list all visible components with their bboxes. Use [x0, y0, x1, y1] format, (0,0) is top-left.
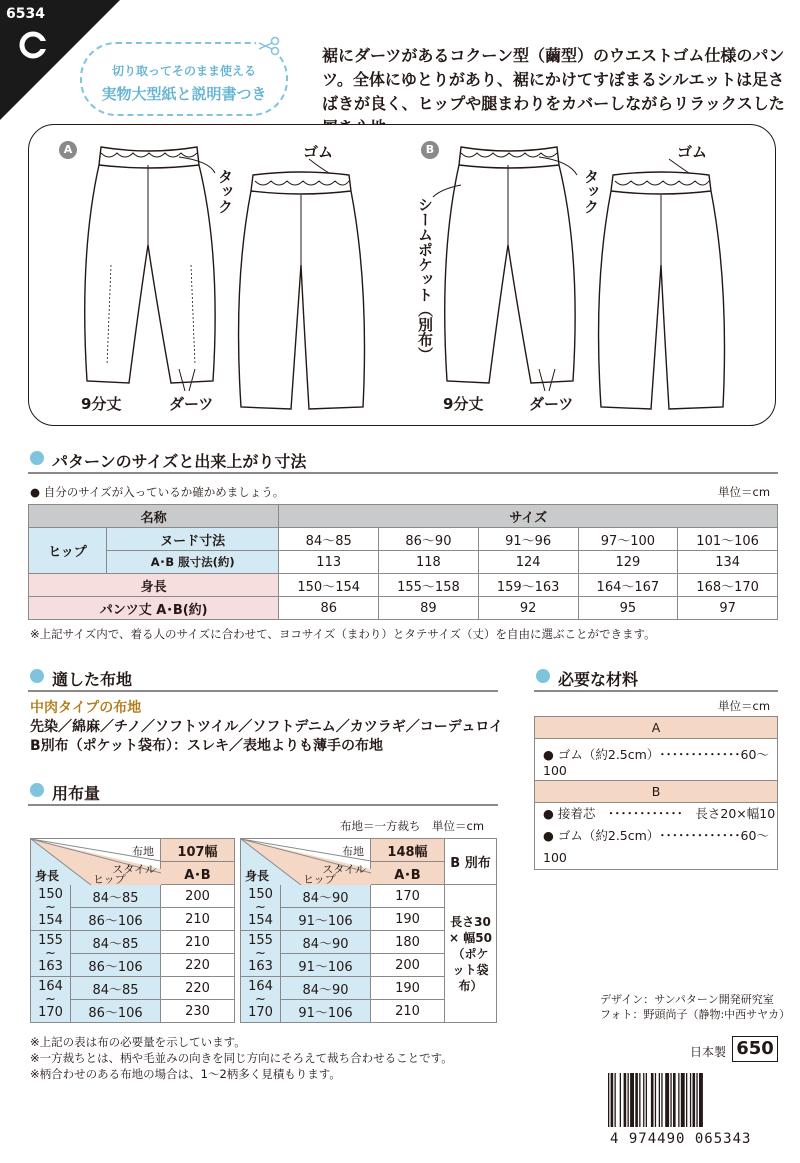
value-cell: 210	[371, 1000, 445, 1023]
b-extra-value: 長さ30 × 幅50（ポケット袋布）	[445, 885, 497, 1023]
cell: 113	[279, 551, 379, 574]
yardage-title: 用布量	[28, 781, 100, 804]
materials-unit: 単位＝cm	[718, 699, 771, 713]
seam-pocket-label: シームポケット（別布）	[416, 197, 434, 362]
value-cell: 190	[371, 977, 445, 1000]
barcode-bar	[639, 1073, 640, 1127]
cell: 164〜167	[578, 574, 678, 597]
cell: 91〜96	[478, 528, 578, 551]
diag-header	[241, 839, 371, 885]
height-group: 164 ~ 170	[241, 977, 281, 1023]
hip-cell: 91〜106	[281, 1000, 371, 1023]
materials-title: 必要な材料	[534, 667, 638, 690]
value-cell: 190	[371, 908, 445, 931]
hip-cell: 84〜85	[71, 885, 161, 908]
barcode-bar	[673, 1073, 676, 1127]
width-148: 148幅	[371, 839, 445, 862]
col-name: 名称	[29, 505, 279, 528]
design-credit: デザイン：サンパターン開発研究室	[600, 993, 774, 1006]
row-label: パンツ丈 A･B(約)	[29, 597, 279, 620]
cell: 134	[678, 551, 778, 574]
fabric-label: 布地	[342, 845, 364, 858]
cell: 92	[478, 597, 578, 620]
materials-b-label: B	[535, 781, 778, 803]
diag-header	[31, 839, 161, 885]
height-from: 155	[248, 933, 273, 948]
height-to: 170	[38, 1005, 63, 1020]
col-size: サイズ	[279, 505, 778, 528]
fabric-rule	[28, 690, 498, 692]
value-cell: 200	[161, 885, 235, 908]
barcode-bar	[620, 1073, 621, 1127]
tuck-label-b: タック	[582, 169, 600, 214]
hip-cell: 84〜90	[281, 885, 371, 908]
barcode-bar	[690, 1073, 691, 1127]
yardage-note-3: ※柄合わせのある布地の場合は、1〜2柄多く見積もります。	[30, 1067, 341, 1081]
cell: 150〜154	[279, 574, 379, 597]
hip-cell: 84〜85	[71, 977, 161, 1000]
value-cell: 210	[161, 908, 235, 931]
photo-credit: フォト：野頭尚子（静物:中西サヤカ）	[600, 1008, 791, 1021]
badge-line2: 実物大型紙と説明書つき	[101, 85, 267, 103]
materials-table-a	[534, 716, 778, 785]
fabric-list	[30, 718, 510, 756]
value-cell: 210	[161, 931, 235, 954]
barcode-bar	[661, 1073, 662, 1127]
barcode-icon	[606, 1073, 778, 1127]
height-to: 170	[248, 1005, 273, 1020]
hip-label: ヒップ	[29, 528, 107, 574]
height-from: 150	[248, 887, 273, 902]
cell: 118	[379, 551, 479, 574]
row-label: 身長	[29, 574, 279, 597]
barcode-bar	[608, 1073, 609, 1127]
darts-label-b: ダーツ	[529, 395, 574, 413]
darts-label-a: ダーツ	[169, 395, 214, 413]
barcode-bar	[615, 1073, 616, 1127]
height-group: 150 ~ 154	[241, 885, 281, 931]
size-note: ● 自分のサイズが入っているか確かめましょう。	[30, 485, 285, 499]
pants-b-front	[445, 147, 575, 383]
pants-a-back	[239, 172, 365, 409]
value-cell: 220	[161, 954, 235, 977]
materials-a-label: A	[535, 717, 778, 739]
ab-label: A･B	[161, 862, 235, 885]
made-in: 日本製	[690, 1045, 727, 1059]
height-label: 身長	[35, 869, 60, 883]
hip-cell: 86〜106	[71, 908, 161, 931]
size-section-rule	[28, 472, 778, 474]
tuck-label-a: タック	[216, 169, 234, 214]
cell: 84〜85	[279, 528, 379, 551]
hip-cell: 84〜90	[281, 931, 371, 954]
barcode-bar	[651, 1073, 654, 1127]
height-to: 163	[248, 959, 273, 974]
hip-cell: 84〜90	[281, 977, 371, 1000]
barcode-bar	[655, 1073, 656, 1127]
value-cell: 170	[371, 885, 445, 908]
barcode-bar	[665, 1073, 669, 1127]
barcode-bar	[624, 1073, 627, 1127]
cell: 95	[578, 597, 678, 620]
row-label: ヌード寸法	[107, 528, 279, 551]
fabric-title: 適した布地	[28, 667, 132, 690]
fabric-lining-line: B別布（ポケット袋布）：スレキ／表地よりも薄手の布地	[30, 738, 383, 754]
value-cell: 220	[161, 977, 235, 1000]
length-label-a: 9分丈	[81, 395, 122, 413]
height-from: 164	[248, 979, 273, 994]
description: 裾にダーツがあるコクーン型（繭型）のウエストゴム仕様のパンツ。全体にゆとりがあり、裾にかけてすぼまるシルエットは足さばきが良く、ヒップや腿まわりをカバーしながらリラックスした	[322, 46, 785, 113]
pattern-number: 6534	[6, 6, 45, 22]
credits	[600, 992, 790, 1022]
value-cell: 200	[371, 954, 445, 977]
pants-b-back	[599, 172, 725, 409]
size-footnote: ※上記サイズ内で、着る人のサイズに合わせて、ヨコサイズ（まわり）とタテサイズ（丈）を自由に選ぶことができます。	[30, 627, 656, 641]
hip-cell: 86〜106	[71, 1000, 161, 1023]
height-to: 163	[38, 959, 63, 974]
barcode-bar	[611, 1073, 614, 1127]
length-label-b: 9分丈	[443, 395, 484, 413]
barcode-bar	[670, 1073, 671, 1127]
barcode-bar	[699, 1073, 703, 1127]
brand-logo-icon	[18, 30, 48, 60]
height-group: 155 ~ 163	[241, 931, 281, 977]
materials-b-item2: ● ゴム（約2.5cm）･････････････60〜100	[543, 828, 769, 865]
scissors-icon	[256, 36, 282, 56]
value-cell: 230	[161, 1000, 235, 1023]
yardage-note: 布地＝一方裁ち 単位＝cm	[340, 819, 485, 833]
label-a: A	[59, 141, 77, 159]
yardage-note-2: ※一方裁ちとは、柄や毛並みの向きを同じ方向にそろえて裁ち合わせることです。	[30, 1051, 453, 1065]
price-box: 650	[732, 1036, 778, 1062]
hip-cell: 91〜106	[281, 908, 371, 931]
height-from: 150	[38, 887, 63, 902]
pattern-badge	[80, 42, 288, 116]
yardage-rule	[28, 804, 498, 806]
yardage-note-1: ※上記の表は布の必要量を示しています。	[30, 1035, 246, 1049]
size-table	[28, 504, 778, 620]
height-group: 150 ~ 154	[31, 885, 71, 931]
cell: 159〜163	[478, 574, 578, 597]
pants-illustrations	[29, 125, 777, 427]
hip-cell: 86〜106	[71, 954, 161, 977]
hip-cell: 84〜85	[71, 931, 161, 954]
cell: 168〜170	[678, 574, 778, 597]
barcode-bar	[686, 1073, 687, 1127]
materials-b-item1: ● 接着芯 ････････････ 長さ20×幅10	[543, 806, 776, 821]
height-from: 155	[38, 933, 63, 948]
barcode-bar	[693, 1073, 696, 1127]
style-label: スタイル	[112, 863, 156, 876]
cell: 101〜106	[678, 528, 778, 551]
label-b: B	[421, 141, 439, 159]
cell: 97	[678, 597, 778, 620]
barcode-bar	[646, 1073, 647, 1127]
barcode-bar	[630, 1073, 634, 1127]
barcode-bar	[678, 1073, 679, 1127]
b-extra-header: B 別布	[445, 839, 497, 885]
materials-table-b	[534, 780, 778, 870]
fabric-type: 中肉タイプの布地	[30, 700, 142, 716]
barcode-number: 4 974490 065343	[610, 1131, 752, 1147]
cell: 129	[578, 551, 678, 574]
hip-label: ヒップ	[303, 873, 336, 886]
yardage-table-148	[240, 838, 497, 1023]
height-to: 154	[248, 913, 273, 928]
fabric-label: 布地	[132, 845, 154, 858]
height-from: 164	[38, 979, 63, 994]
size-section-title: パターンのサイズと出来上がり寸法	[28, 449, 306, 472]
barcode-bar	[681, 1073, 685, 1127]
barcode-bar	[696, 1073, 697, 1127]
materials-a-item: ● ゴム（約2.5cm）･････････････60〜100	[535, 739, 778, 785]
yardage-table-107	[30, 838, 235, 1023]
materials-rule	[534, 690, 778, 692]
hip-label: ヒップ	[93, 873, 126, 886]
width-107: 107幅	[161, 839, 235, 862]
value-cell: 180	[371, 931, 445, 954]
cell: 89	[379, 597, 479, 620]
badge-line1: 切り取ってそのまま使える	[111, 64, 256, 78]
style-label: スタイル	[322, 863, 366, 876]
height-group: 155 ~ 163	[31, 931, 71, 977]
barcode-bar	[643, 1073, 644, 1127]
pants-a-front	[85, 147, 215, 383]
hip-cell: 91〜106	[281, 954, 371, 977]
fabric-list-line: 先染／綿麻／チノ／ソフトツイル／ソフトデニム／カツラギ／コーデュロイ	[30, 719, 503, 735]
elastic-label-a: ゴム	[303, 143, 334, 161]
cell: 124	[478, 551, 578, 574]
illustration-panel	[28, 124, 776, 426]
materials-b-items	[535, 803, 778, 870]
barcode-bar	[659, 1073, 660, 1127]
barcode-bar	[635, 1073, 638, 1127]
size-unit: 単位＝cm	[718, 485, 771, 499]
cell: 97〜100	[578, 528, 678, 551]
cell: 86〜90	[379, 528, 479, 551]
height-group: 164 ~ 170	[31, 977, 71, 1023]
height-label: 身長	[245, 869, 270, 883]
cell: 155〜158	[379, 574, 479, 597]
ab-label: A･B	[371, 862, 445, 885]
height-to: 154	[38, 913, 63, 928]
row-label: A･B 服寸法(約)	[107, 551, 279, 574]
elastic-label-b: ゴム	[677, 143, 708, 161]
cell: 86	[279, 597, 379, 620]
barcode-bar	[628, 1073, 629, 1127]
